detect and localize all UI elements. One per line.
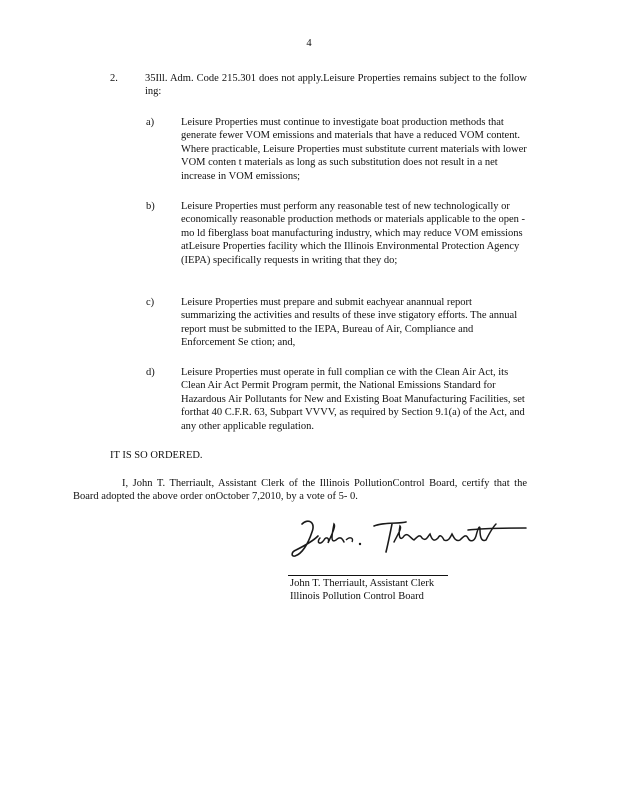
page-number: 4	[306, 38, 312, 49]
subitem-text-a: Leisure Properties must continue to investigate boat production methods that generate fewer VOM emissions and materials that have a reduced VOM content. Where practicable, Leisure Properties must substitute current materials with lower VOM conten t materials as long as such substitution does not result in a net increase in VOM emissions;	[181, 117, 527, 182]
subitem-letter-b: b)	[146, 201, 155, 212]
subitem-text-c: Leisure Properties must prepare and submit eachyear anannual report summarizing the activities and results of these inve stigatory efforts. The annual report must be submitted to the IEPA, Bureau of Air, Compliance and Enforcement Se ction; and,	[181, 297, 518, 349]
item-number: 2.	[110, 73, 118, 84]
signature-line	[288, 575, 448, 576]
signer-block	[290, 577, 434, 604]
signer-organization: Illinois Pollution Control Board	[290, 591, 424, 603]
subitem-text-d: Leisure Properties must operate in full complian ce with the Clean Air Act, its Clean Air Act Permit Program permit, the National Emissions Standard for Hazardous Air Pollutants for New and Existing Boat Manufacturing Facilities, set forthat 40 C.F.R. 63, Subpart VVVV, as required by Section 9.1(a) of the Act, and any other applicable regulation.	[181, 367, 525, 432]
subitem-letter-c: c)	[146, 297, 155, 308]
subitem-letter-d: d)	[146, 367, 155, 378]
order-statement: IT IS SO ORDERED.	[110, 450, 203, 461]
subitem-letter-a: a)	[146, 117, 155, 128]
handwritten-signature	[290, 512, 530, 562]
item-text: 35Ill. Adm. Code 215.301 does not apply.Leisure Properties remains subject to the follow ing:	[145, 73, 527, 98]
signer-name-title: John T. Therriault, Assistant Clerk	[290, 578, 435, 589]
certification-paragraph: I, John T. Therriault, Assistant Clerk of the Illinois PollutionControl Board, certify that the Board adopted the above order onOctober 7,2010, by a vote of 5- 0.	[73, 478, 527, 503]
subitem-text-b: Leisure Properties must perform any reasonable test of new technologically or economically reasonable production methods or materials applicable to the open -mo ld fiberglass boat manufacturing industry, which may reduce VOM emissions atLeisure Properties facility which the Illinois Environmental Protection Agency (IEPA) specifically requests in writing that they do;	[181, 201, 526, 266]
